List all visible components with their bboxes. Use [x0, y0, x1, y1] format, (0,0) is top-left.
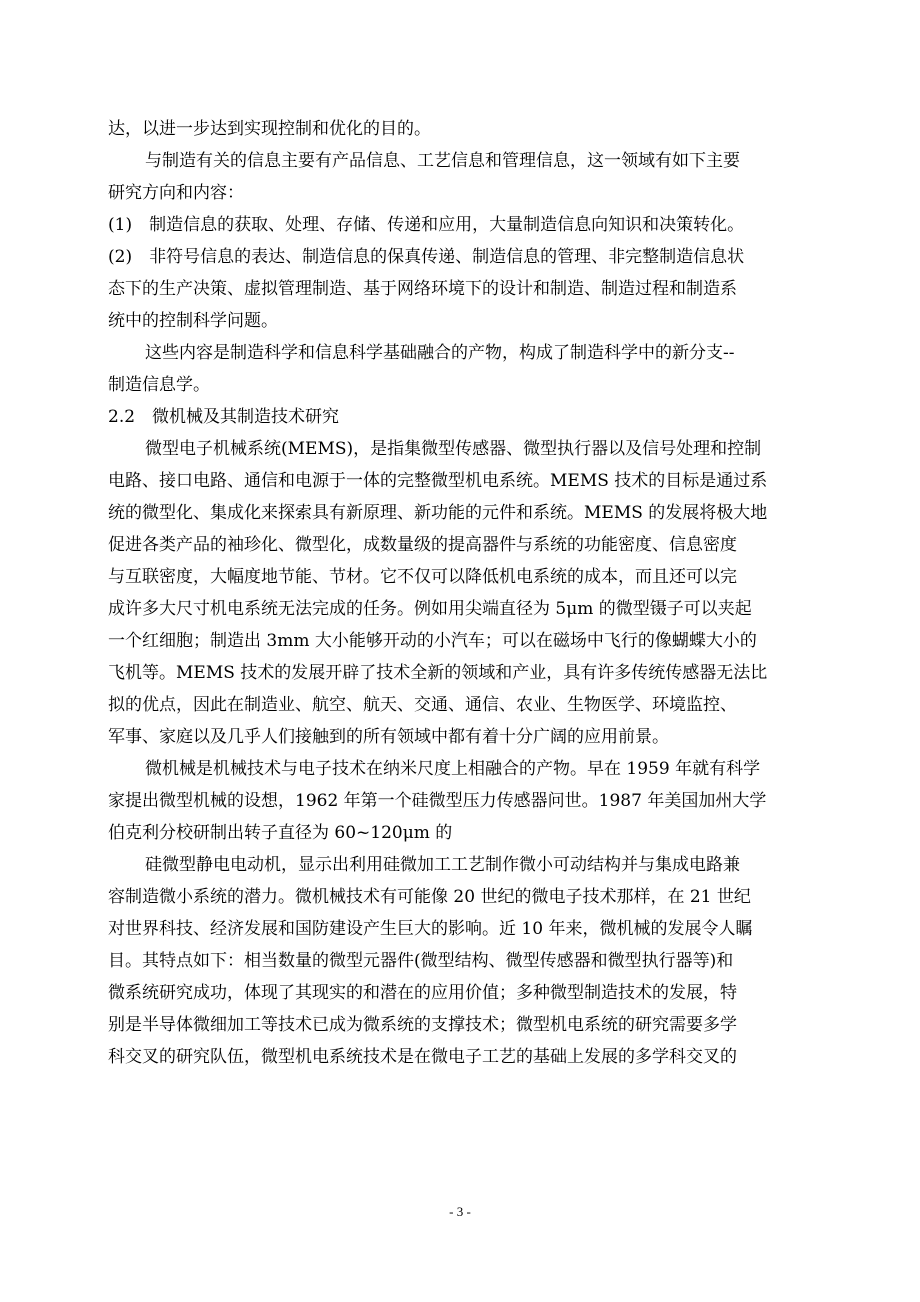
text-line: 硅微型静电电动机，显示出利用硅微加工工艺制作微小可动结构并与集成电路兼	[145, 855, 740, 875]
text-line: 拟的优点，因此在制造业、航空、航天、交通、通信、农业、生物医学、环境监控、	[108, 695, 737, 715]
text-line: 研究方向和内容：	[108, 183, 244, 203]
text-line: 家提出微型机械的设想，1962 年第一个硅微型压力传感器问世。1987 年美国加州大学	[108, 791, 767, 811]
text-line: (1) 制造信息的获取、处理、存储、传递和应用，大量制造信息向知识和决策转化。	[108, 215, 745, 235]
text-line: 对世界科技、经济发展和国防建设产生巨大的影响。近 10 年来，微机械的发展令人瞩	[108, 919, 753, 939]
text-line: 达，以进一步达到实现控制和优化的目的。	[108, 119, 431, 139]
text-line: 与互联密度，大幅度地节能、节材。它不仅可以降低机电系统的成本，而且还可以完	[108, 567, 737, 587]
text-line: 这些内容是制造科学和信息科学基础融合的产物，构成了制造科学中的新分支--	[145, 343, 735, 363]
text-line: 别是半导体微细加工等技术已成为微系统的支撑技术；微型机电系统的研究需要多学	[108, 1015, 737, 1035]
text-line: 微系统研究成功，体现了其现实的和潜在的应用价值；多种微型制造技术的发展，特	[108, 983, 737, 1003]
text-line: 电路、接口电路、通信和电源于一体的完整微型机电系统。MEMS 技术的目标是通过系	[108, 471, 768, 491]
text-line: 伯克利分校研制出转子直径为 60~120μm 的	[108, 823, 453, 843]
text-line: 一个红细胞；制造出 3mm 大小能够开动的小汽车；可以在磁场中飞行的像蝴蝶大小的	[108, 631, 757, 651]
text-line: 目。其特点如下：相当数量的微型元器件(微型结构、微型传感器和微型执行器等)和	[108, 951, 734, 971]
text-line: 促进各类产品的袖珍化、微型化，成数量级的提高器件与系统的功能密度、信息密度	[108, 535, 737, 555]
text-line: (2) 非符号信息的表达、制造信息的保真传递、制造信息的管理、非完整制造信息状	[108, 247, 745, 267]
text-line: 统中的控制科学问题。	[108, 311, 278, 331]
page-number: - 3 -	[449, 1204, 471, 1219]
text-line: 态下的生产决策、虚拟管理制造、基于网络环境下的设计和制造、制造过程和制造系	[108, 279, 737, 299]
text-line: 微型电子机械系统(MEMS)，是指集微型传感器、微型执行器以及信号处理和控制	[145, 439, 762, 459]
text-line: 统的微型化、集成化来探索具有新原理、新功能的元件和系统。MEMS 的发展将极大地	[108, 503, 768, 523]
text-line: 容制造微小系统的潜力。微机械技术有可能像 20 世纪的微电子技术那样，在 21 世纪	[108, 887, 751, 907]
body-text	[108, 113, 808, 1073]
text-line: 飞机等。MEMS 技术的发展开辟了技术全新的领域和产业，具有许多传统传感器无法比	[108, 663, 768, 683]
text-line: 2.2 微机械及其制造技术研究	[108, 407, 340, 427]
text-line: 与制造有关的信息主要有产品信息、工艺信息和管理信息，这一领域有如下主要	[145, 151, 740, 171]
text-line: 制造信息学。	[108, 375, 210, 395]
text-line: 军事、家庭以及几乎人们接触到的所有领域中都有着十分广阔的应用前景。	[108, 727, 669, 747]
text-line: 微机械是机械技术与电子技术在纳米尺度上相融合的产物。早在 1959 年就有科学	[145, 759, 761, 779]
text-line: 成许多大尺寸机电系统无法完成的任务。例如用尖端直径为 5μm 的微型镊子可以夹起	[108, 599, 752, 619]
text-line: 科交叉的研究队伍，微型机电系统技术是在微电子工艺的基础上发展的多学科交叉的	[108, 1047, 737, 1067]
